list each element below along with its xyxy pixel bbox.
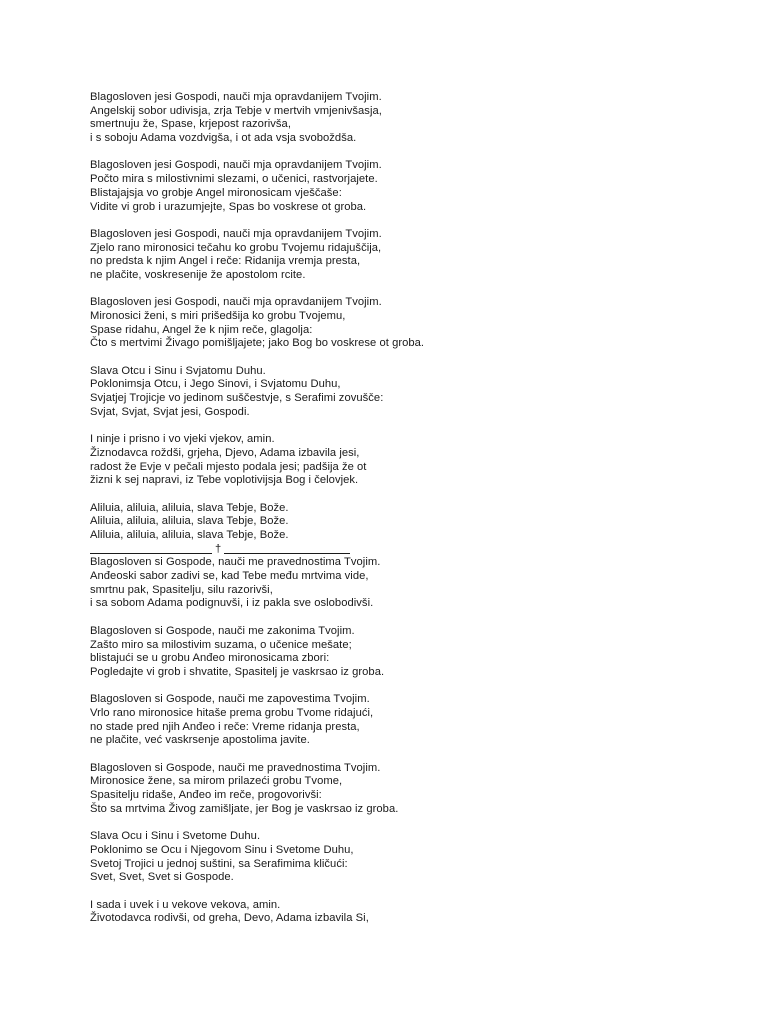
text-line: Angelskij sobor udivisja, zrja Tebje v mertvih vmjenivšasja,: [90, 104, 382, 117]
text-line: Aliluia, aliluia, aliluia, slava Tebje, Bože.: [90, 501, 289, 514]
stanza: [90, 762, 730, 817]
text-line: Što sa mrtvima Živog zamišljate, jer Bog je vaskrsao iz groba.: [90, 802, 399, 815]
text-line: Žiznodavca roždši, grjeha, Djevo, Adama izbavila jesi,: [90, 446, 360, 459]
text-line: Svet, Svet, Svet si Gospode.: [90, 871, 234, 884]
text-line: žizni k sej napravi, iz Tebe voplotivijsja Bog i čelovjek.: [90, 474, 359, 487]
text-line: Aliluia, aliluia, aliluia, slava Tebje, Bože.: [90, 529, 289, 541]
text-line: Pogledajte vi grob i shvatite, Spasitelj je vaskrsao iz groba.: [90, 665, 385, 678]
stanza: [90, 159, 730, 214]
text-line: no predsta k njim Angel i reče: Ridanija vremja presta,: [90, 255, 361, 268]
text-line: ne plačite, voskresenije že apostolom rcite.: [90, 268, 306, 281]
text-line: Spase ridahu, Angel že k njim reče, glagolja:: [90, 323, 313, 336]
stanza-gap: [90, 146, 730, 160]
stanza: [90, 365, 730, 420]
text-line: Mironosici ženi, s miri prišedšija ko grobu Tvojemu,: [90, 310, 346, 322]
text-line: Svjat, Svjat, Svjat jesi, Gospodi.: [90, 405, 250, 418]
stanza: [90, 830, 730, 885]
stanza: [90, 899, 730, 926]
text-line: Vrlo rano mironosice hitaše prema grobu Tvome ridajući,: [90, 706, 374, 719]
text-line: smertnuju že, Spase, krjepost razorivša,: [90, 118, 291, 131]
stanza: [90, 693, 730, 748]
text-line: Slava Otcu i Sinu i Svjatomu Duhu.: [90, 364, 266, 377]
stanza-gap: [90, 214, 730, 228]
stanza-gap: [90, 680, 730, 694]
text-line: radost že Evje v pečali mjesto podala jesi; padšija že ot: [90, 460, 367, 473]
text-line: Zašto miro sa milostivim suzama, o učenice mešate;: [90, 638, 352, 651]
stanza: [90, 502, 730, 543]
stanza-gap: [90, 748, 730, 762]
text-line: Blistajajsja vo grobje Angel mironosicam vješčaše:: [90, 186, 342, 199]
stanza: [90, 433, 730, 488]
text-line: I sada i uvek i u vekove vekova, amin.: [90, 898, 281, 911]
stanza-gap: [90, 283, 730, 297]
text-line: Spasitelju ridaše, Anđeo im reče, progovorivši:: [90, 789, 322, 802]
text-line: i s soboju Adama vozdvigša, i ot ada vsja svoboždša.: [90, 132, 357, 145]
text-line: Blagosloven jesi Gospodi, nauči mja opravdanijem Tvojim.: [90, 91, 382, 103]
text-line: Blagosloven jesi Gospodi, nauči mja opravdanijem Tvojim.: [90, 159, 382, 172]
text-line: Čto s mertvimi Živago pomišljajete; jako Bog bo voskrese ot groba.: [90, 337, 425, 350]
text-line: blistajući se u grobu Anđeo mironosicama zbori:: [90, 652, 330, 665]
text-line: no stade pred njih Anđeo i reče: Vreme ridanja presta,: [90, 720, 360, 733]
stanza-gap: [90, 488, 730, 502]
text-line: Poklonimo se Ocu i Njegovom Sinu i Svetome Duhu,: [90, 843, 354, 856]
stanza: [90, 296, 730, 351]
divider-rule-left: [90, 553, 212, 554]
text-line: Aliluia, aliluia, aliluia, slava Tebje, Bože.: [90, 515, 289, 528]
stanza: [90, 556, 730, 611]
text-line: Blagosloven si Gospode, nauči me zapovestima Tvojim.: [90, 693, 370, 706]
text-line: Životodavca rodivši, od greha, Devo, Adama izbavila Si,: [90, 912, 369, 925]
text-line: Svjatjej Trojicje vo jedinom suščestvje, s Serafimi zovušče:: [90, 392, 384, 405]
text-line: ne plačite, već vaskrsenje apostolima javite.: [90, 734, 310, 747]
stanza-gap: [90, 885, 730, 899]
section-divider: [90, 543, 730, 557]
divider-rule-right: [224, 553, 350, 554]
text-line: Svetoj Trojici u jednoj suštini, sa Serafimima kličući:: [90, 857, 348, 870]
text-line: Blagosloven jesi Gospodi, nauči mja opravdanijem Tvojim.: [90, 227, 382, 240]
stanza: [90, 625, 730, 680]
stanza-gap: [90, 420, 730, 434]
text-line: Počto mira s milostivnimi slezami, o učenici, rastvorjajete.: [90, 173, 378, 186]
text-line: Blagosloven si Gospode, nauči me zakonima Tvojim.: [90, 624, 355, 637]
text-line: Mironosice žene, sa mirom prilazeći grobu Tvome,: [90, 775, 343, 788]
text-line: i sa sobom Adama podignuvši, i iz pakla sve oslobodivši.: [90, 597, 374, 610]
text-line: Blagosloven jesi Gospodi, nauči mja opravdanijem Tvojim.: [90, 296, 382, 309]
text-line: I ninje i prisno i vo vjeki vjekov, amin.: [90, 433, 275, 446]
text-line: Anđeoski sabor zadivi se, kad Tebe među mrtvima vide,: [90, 570, 369, 583]
text-line: Vidite vi grob i urazumjejte, Spas bo voskrese ot groba.: [90, 200, 367, 213]
text-line: Zjelo rano mironosici tečahu ko grobu Tvojemu ridajuščija,: [90, 241, 382, 254]
stanza-gap: [90, 351, 730, 365]
text-line: Poklonimsja Otcu, i Jego Sinovi, i Svjatomu Duhu,: [90, 378, 341, 391]
text-line: smrtnu pak, Spasitelju, silu razorivši,: [90, 583, 273, 596]
stanza: [90, 228, 730, 283]
text-line: Blagosloven si Gospode, nauči me pravednostima Tvojim.: [90, 761, 381, 774]
stanza-gap: [90, 816, 730, 830]
text-line: Slava Ocu i Sinu i Svetome Duhu.: [90, 830, 261, 843]
stanza: [90, 91, 730, 146]
text-line: Blagosloven si Gospode, nauči me pravednostima Tvojim.: [90, 556, 381, 569]
cross-icon: †: [215, 542, 222, 555]
stanza-gap: [90, 611, 730, 625]
document-page: [90, 91, 730, 926]
